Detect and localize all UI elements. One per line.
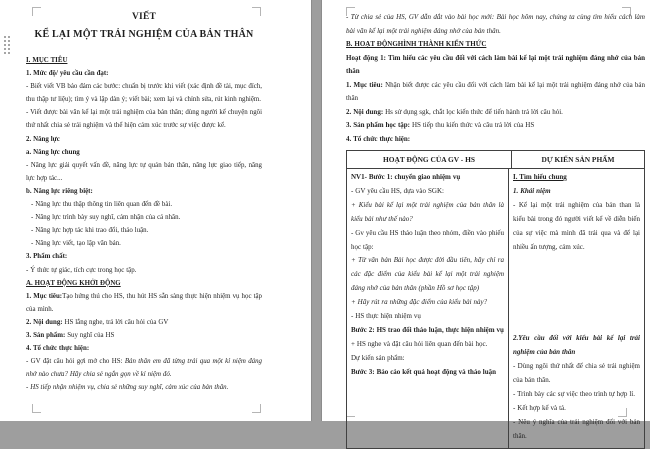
table-paragraph: - Gv yêu cầu HS thảo luận theo nhóm, điền vào phiếu học tập:	[351, 228, 504, 251]
table-paragraph: - Nêu ý nghĩa của trải nghiệm đối với bản thân.	[513, 417, 640, 440]
document-page-right	[321, 0, 650, 440]
document-title-line1: VIẾT	[131, 12, 157, 22]
table-paragraph: - HS thực hiện nhiệm vụ	[351, 312, 421, 321]
paragraph: 2. Năng lực	[26, 135, 60, 143]
paragraph: 1. Mục tiêu: Nhận biết được các yêu cầu đối với cách làm bài kể lại một trải nghiệm đáng nhớ của bản thân	[346, 80, 646, 102]
table-header-gv-hs: HOẠT ĐỘNG CỦA GV - HS	[347, 151, 512, 168]
table-header-du-kien: DỰ KIẾN SẢN PHẨM	[541, 155, 615, 164]
paragraph: 4. Tổ chức thực hiện:	[346, 134, 411, 143]
paragraph: - Năng lực thu thập thông tin liên quan đến đề bài.	[31, 201, 173, 209]
paragraph: a. Năng lực chung	[26, 148, 80, 156]
margin-crop-mark	[32, 404, 41, 413]
paragraph: - Năng lực viết, tạo lập văn bản.	[31, 240, 121, 248]
drag-handle-dots	[4, 36, 6, 38]
paragraph: 2. Nội dung: HS lắng nghe, trả lời câu hỏi của GV	[26, 318, 169, 326]
table-paragraph: 2.Yêu cầu đối với kiểu bài kể lại trải nghiệm của bản thân	[513, 334, 640, 357]
paragraph: - HS tiếp nhận nhiệm vụ, chia sẻ những suy nghĩ, cảm xúc của bản thân.	[26, 384, 229, 392]
table-cell-gv-hs	[347, 169, 509, 448]
paragraph: 1. Mục tiêu:Tạo hứng thú cho HS, thu hút HS sẵn sàng thực hiện nhiệm vụ học tập của mình.	[26, 292, 262, 313]
paragraph: - GV đặt câu hỏi gợi mở cho HS: Bản thân em đã từng trải qua một kỉ niệm đáng nhớ nào chưa? Hãy chia sẻ ngắn gọn về kỉ niệm đó.	[26, 358, 262, 379]
table-paragraph: I. Tìm hiểu chung	[513, 173, 567, 181]
table-paragraph: - Kể lại một trải nghiệm của bản than là kiểu bài trong đó người viết kể về diễn biến của sự việc mà mình đã trải qua và để lại nhiều ấn tượng, cảm xúc.	[513, 200, 640, 251]
table-cell-du-kien	[509, 169, 644, 448]
right-page-content	[346, 11, 645, 449]
table-paragraph: - Dùng ngôi thứ nhất để chia sẻ trải nghiệm của bản thân.	[513, 362, 640, 385]
table-paragraph: + Kiểu bài kể lại một trải nghiệm của bản thân là kiểu bài như thế nào?	[351, 200, 504, 223]
table-paragraph: Bước 2: HS trao đổi thảo luận, thực hiện nhiệm vụ	[351, 325, 504, 334]
paragraph: 2. Nội dung: Hs sử dụng sgk, chắt lọc kiến thức để tiến hành trả lời câu hỏi.	[346, 107, 563, 116]
paragraph: - Năng lực giải quyết vấn đề, năng lực tự quản bản thân, năng lực giao tiếp, năng lực hợp tác...	[26, 161, 262, 182]
document-page-left	[0, 0, 312, 421]
paragraph: 4. Tổ chức thực hiện:	[26, 345, 90, 353]
paragraph: 1. Mức độ/ yêu cầu cần đạt:	[26, 70, 109, 78]
paragraph: - Năng lực hợp tác khi trao đổi, thảo luận.	[31, 227, 149, 235]
table-body-row	[347, 168, 644, 448]
paragraph: 3. Sản phẩm: Suy nghĩ của HS	[26, 331, 115, 339]
table-paragraph: - Kết hợp kể và tả.	[513, 403, 566, 412]
margin-crop-mark	[252, 404, 261, 413]
paragraph: A. HOẠT ĐỘNG KHỞI ĐỘNG	[26, 279, 121, 287]
table-paragraph: 1. Khái niệm	[513, 186, 551, 195]
paragraph: - Năng lực trình bày suy nghĩ, cảm nhận của cá nhân.	[31, 214, 181, 222]
paragraph: Hoạt động 1: Tìm hiểu các yêu cầu đối với cách làm bài kể lại một trải nghiệm đáng nhớ của bản thân	[346, 53, 645, 75]
paragraph: - Biết viết VB bảo đảm các bước: chuẩn bị trước khi viết (xác định đề tài, mục đích, thu thập tư liệu); tìm ý và lập dàn ý; viết bài; xem lại và chỉnh sửa, rút kinh nghiệm.	[26, 83, 262, 104]
table-paragraph: + Hãy rút ra những đặc điểm của kiểu bài này?	[351, 298, 488, 307]
lesson-activity-table	[346, 150, 645, 449]
paragraph: I. MỤC TIÊU	[26, 57, 68, 64]
paragraph: 3. Sản phẩm học tập: HS tiếp thu kiến thức và câu trả lời của HS	[346, 121, 535, 129]
paragraph: - Ý thức tự giác, tích cực trong học tập.	[26, 266, 137, 274]
table-paragraph: NV1- Bước 1: chuyển giao nhiệm vụ	[351, 173, 461, 181]
paragraph: 3. Phẩm chất:	[26, 253, 68, 261]
product-block-khai-niem	[513, 171, 640, 254]
document-title-line2: KỂ LẠI MỘT TRẢI NGHIỆM CỦA BẢN THÂN	[34, 29, 254, 40]
table-paragraph: + Từ văn bản Bài học được đời đầu tiên, hãy chỉ ra các đặc điểm của kiểu bài kể lại một trải nghiệm đáng nhớ của bản thân (phần Hồ sơ học tập)	[351, 256, 504, 293]
paragraph: - Từ chia sẻ của HS, GV dẫn dắt vào bài học mới: Bài học hôm nay, chúng ta cùng tìm hiểu cách làm bài văn kể lại một trải nghiệm đáng nhớ của bản thân.	[346, 13, 645, 35]
cell-blank-space	[513, 254, 640, 332]
right-page-intro	[346, 11, 645, 146]
table-paragraph: - Trình bày các sự việc theo trình tự hợp lí.	[513, 390, 635, 399]
product-block-yeu-cau	[513, 332, 640, 443]
paragraph: B. HOẠT ĐỘNGHÌNH THÀNH KIẾN THỨC	[346, 40, 487, 48]
table-paragraph: - GV yêu cầu HS, dựa vào SGK:	[351, 186, 444, 195]
left-page-content	[26, 9, 262, 394]
table-header-row	[347, 151, 644, 168]
left-page-paragraphs	[26, 54, 262, 394]
table-paragraph: Dự kiến sản phẩm:	[351, 353, 405, 362]
table-paragraph: Bước 3: Báo cáo kết quả hoạt động và thảo luận	[351, 367, 497, 376]
table-paragraph: + HS nghe và đặt câu hỏi liên quan đến bài học.	[351, 339, 488, 348]
paragraph: b. Năng lực riêng biệt:	[26, 187, 93, 195]
paragraph: - Viết được bài văn kể lại một trải nghiệm của bản thân; dùng người kể chuyện ngôi thứ nhất chia sẻ trải nghiệm và thể hiện cảm xúc trước sự việc được kể.	[26, 109, 262, 130]
drag-handle-icon[interactable]	[4, 36, 12, 54]
